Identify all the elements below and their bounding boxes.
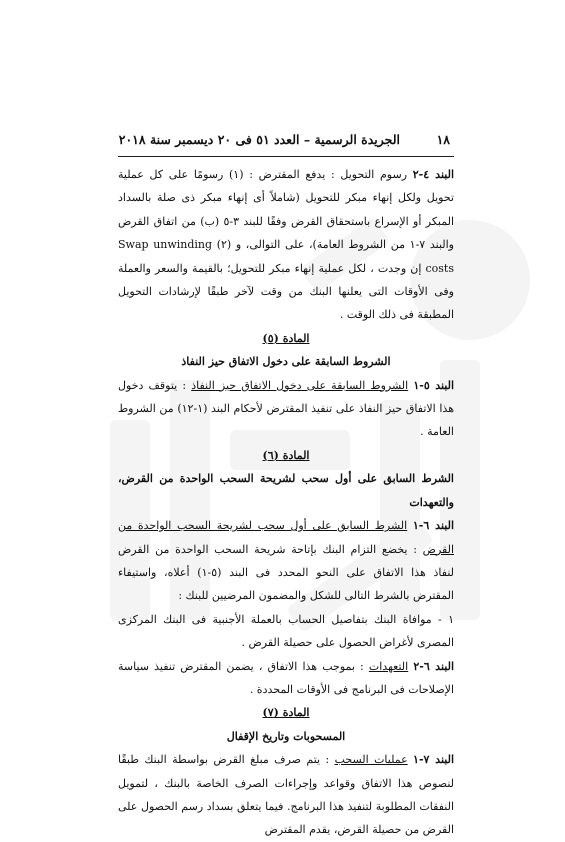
- article-7-heading: المادة (٧): [262, 706, 310, 720]
- header-divider: [118, 156, 454, 157]
- clause-label: البند ٦-٢: [413, 659, 455, 673]
- clause-6-2: [118, 655, 454, 702]
- clause-text: : يدفع المقترض : (١) رسومًا على كل عملية تحويل ولكل إنهاء مبكر للتحويل (شاملاً أى إنهاء مبكر ذى صلة بالسداد المبكر أو الإسراع باستحقاق القرض وفقًا للبند ٣-٥ (ب) من اتفاق القرض والبند ٧-١ من الشروط العامة)، على التوالى، و (٢) Swap unwinding costs إن وجدت ، لكل عملية إنهاء مبكر للتحويل؛ بالقيمة والسعر والعملة وفى الأوقات التى يعلنها البنك من وقت لآخر طبقًا لإرشادات التحويل المطبقة فى ذلك الوقت .: [118, 168, 454, 322]
- clause-6-1-item: ١ - موافاة البنك بتفاصيل الحساب بالعملة الأجنبية فى البنك المركزى المصرى لأغراض الحصول على حصيلة القرض .: [118, 612, 454, 650]
- clause-text: : يتم صرف مبلغ القرض بواسطة البنك طبقًا لنصوص هذا الاتفاق وقواعد وإجراءات الصرف الخاصة بالبنك ، لتمويل النفقات المطلوبة لتنفيذ هذا البرنامج. فيما يتعلق بسداد رسم الحصول على القرض من حصيلة القرض، يقدم المقترض: [118, 753, 454, 837]
- clause-6-1: [118, 514, 454, 608]
- clause-title: رسوم التحويل: [340, 168, 408, 181]
- clause-text: : يتوقف دخول هذا الاتفاق حيز النفاذ على تنفيذ المقترض لأحكام البند (١-١٢) من الشروط العامة .: [118, 378, 455, 439]
- clause-text: : يخضع التزام البنك بإتاحة شريحة السحب الواحدة من القرض لنفاذ هذا الاتفاق على النحو المحدد فى البند (٥-١) أعلاه، واستيفاء المقترض بالشرط التالى للشكل والمضمون المرضيين للبنك :: [118, 542, 454, 603]
- clause-title: الشرط السابق على أول سحب لشريحة السحب الواحدة من القرض: [118, 519, 454, 556]
- clause-7-1: [118, 748, 454, 842]
- article-6-heading: المادة (٦): [262, 448, 310, 462]
- clause-text: : بموجب هذا الاتفاق ، يضمن المقترض تنفيذ سياسة الإصلاحات فى البرنامج فى الأوقات المحددة .: [118, 659, 454, 696]
- clause-title: الشروط السابقة على دخول الاتفاق حيز النفاذ: [191, 378, 409, 392]
- clause-label: البند ٤-٢: [412, 168, 454, 181]
- clause-5-1: [118, 374, 454, 444]
- page-number: ١٨: [436, 132, 450, 147]
- article-5-heading: المادة (٥): [262, 331, 310, 345]
- clause-4-2: [118, 163, 454, 327]
- clause-title: التعهدات: [368, 659, 409, 673]
- clause-label: البند ٧-١: [413, 753, 455, 767]
- article-6-subtitle: الشرط السابق على أول سحب لشريحة السحب الواحدة من القرض، والتعهدات: [118, 472, 454, 509]
- clause-label: البند ٥-١: [413, 378, 455, 392]
- document-body: [118, 163, 455, 837]
- page-header: [118, 132, 450, 154]
- gazette-title: الجريدة الرسمية – العدد ٥١ فى ٢٠ ديسمبر سنة ٢٠١٨: [118, 132, 400, 147]
- article-7-subtitle: المسحوبات وتاريخ الإقفال: [226, 729, 346, 743]
- clause-title: عمليات السحب: [334, 753, 408, 767]
- article-5-subtitle: الشروط السابقة على دخول الاتفاق حيز النفاذ: [181, 355, 391, 369]
- clause-label: البند ٦-١: [412, 519, 454, 533]
